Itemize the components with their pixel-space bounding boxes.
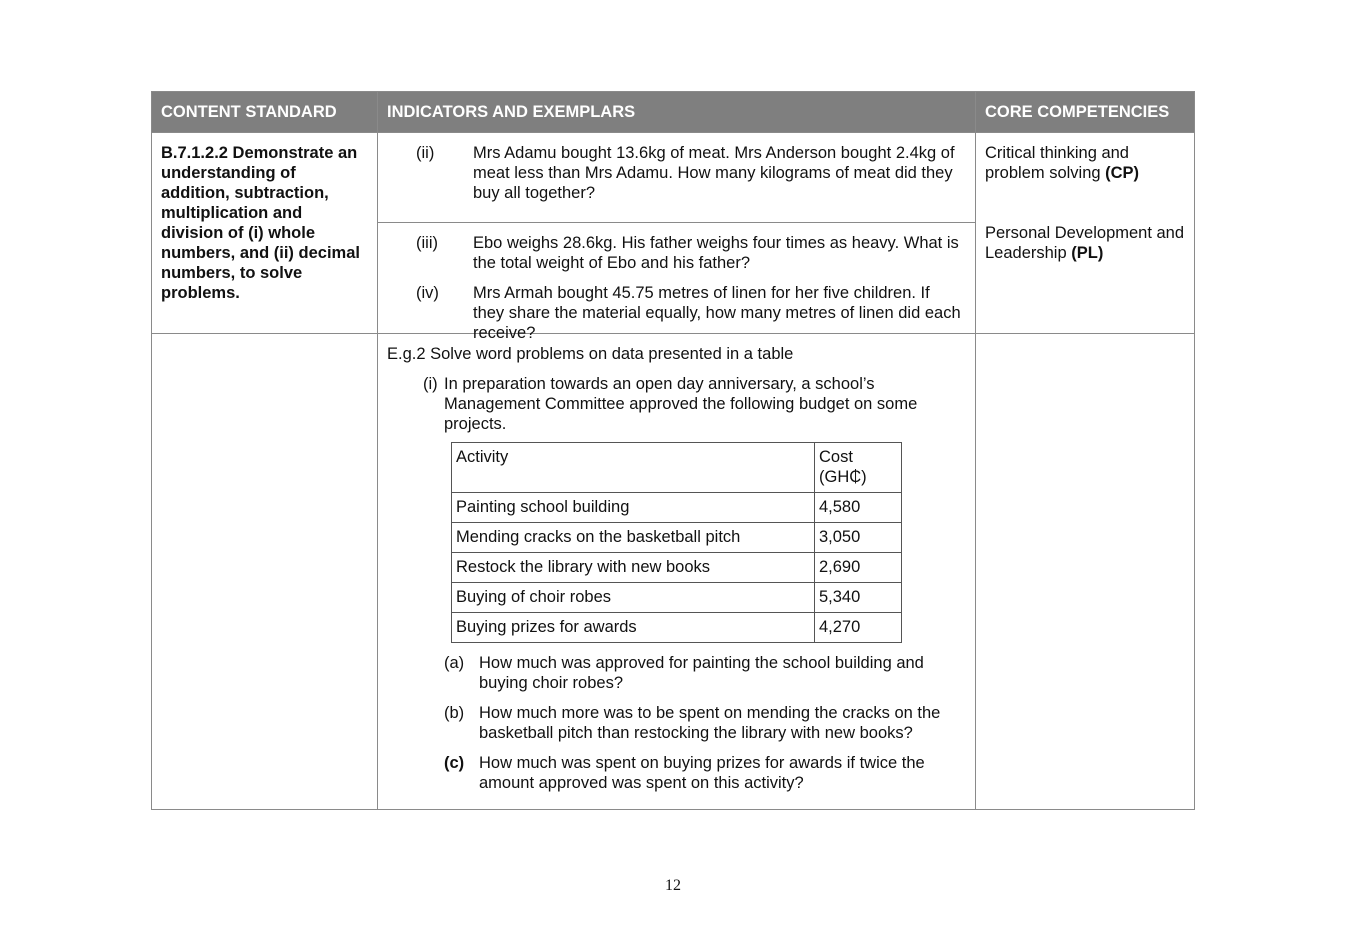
row-example	[152, 334, 1195, 810]
budget-header-row	[452, 443, 902, 493]
budget-cost: 4,270	[815, 613, 902, 643]
budget-header-activity: Activity	[452, 443, 815, 493]
example-intro-text: In preparation towards an open day anniversary, a school’s Management Committee approved the following budget on some projects.	[444, 375, 918, 433]
table-row	[452, 493, 902, 523]
question-label: (b)	[444, 704, 465, 722]
competency-pl-text: Personal Development and Leadership	[985, 224, 1185, 262]
indicator-item	[378, 143, 975, 203]
budget-activity: Mending cracks on the basketball pitch	[452, 523, 815, 553]
indicators-bottom	[378, 223, 975, 342]
table-row	[452, 613, 902, 643]
example-intro	[423, 374, 966, 434]
content-standard-cell	[152, 133, 378, 334]
table-row	[452, 523, 902, 553]
core-competencies-list	[976, 133, 1194, 273]
question-label: (c)	[444, 754, 465, 772]
indicators-header: INDICATORS AND EXEMPLARS	[378, 92, 976, 133]
budget-cost: 5,340	[815, 583, 902, 613]
core-competencies-header: CORE COMPETENCIES	[976, 92, 1195, 133]
competency-pl	[985, 223, 1185, 263]
example-intro-number: (i)	[423, 375, 438, 393]
table-row	[452, 583, 902, 613]
budget-activity: Buying prizes for awards	[452, 613, 815, 643]
indicator-item	[378, 233, 975, 273]
budget-header-cost: Cost (GH₵)	[815, 443, 902, 493]
competency-cp	[985, 143, 1185, 183]
question-text: How much more was to be spent on mending the cracks on the basketball pitch than restocking the library with new books?	[479, 704, 941, 742]
content-standard-header: CONTENT STANDARD	[152, 92, 378, 133]
row-standard	[152, 133, 1195, 334]
example-cell	[378, 334, 976, 810]
question-c	[444, 753, 966, 793]
indicator-number: (iv)	[416, 284, 439, 302]
indicators-cell	[378, 133, 976, 342]
curriculum-table	[151, 91, 1195, 810]
competency-cp-code: (CP)	[1105, 164, 1140, 182]
indicators-top	[378, 133, 975, 223]
budget-cost: 3,050	[815, 523, 902, 553]
table-row	[452, 553, 902, 583]
question-label: (a)	[444, 654, 465, 672]
question-text: How much was approved for painting the school building and buying choir robes?	[479, 654, 924, 692]
example-heading: E.g.2 Solve word problems on data presented in a table	[387, 345, 794, 363]
budget-activity: Painting school building	[452, 493, 815, 523]
competency-cp-text: Critical thinking and problem solving	[985, 144, 1129, 182]
indicator-text: Mrs Armah bought 45.75 metres of linen for her five children. If they share the material equally, how many metres of linen did each receive?	[473, 284, 961, 342]
indicator-item	[378, 283, 975, 343]
competency-pl-code: (PL)	[1071, 244, 1104, 262]
indicator-text: Mrs Adamu bought 13.6kg of meat. Mrs Anderson bought 2.4kg of meat less than Mrs Adamu. How many kilograms of meat did they buy all together?	[473, 144, 955, 202]
budget-table	[451, 442, 902, 643]
question-a	[444, 653, 966, 693]
header-row	[152, 92, 1195, 133]
content-standard-text: B.7.1.2.2 Demonstrate an understanding of addition, subtraction, multiplication and division of (i) whole numbers, and (ii) decimal numbers, to solve problems.	[161, 144, 360, 302]
budget-cost: 2,690	[815, 553, 902, 583]
indicator-number: (iii)	[416, 234, 438, 252]
core-competencies-cell	[976, 133, 1195, 334]
indicator-text: Ebo weighs 28.6kg. His father weighs four times as heavy. What is the total weight of Ebo and his father?	[473, 234, 959, 272]
budget-activity: Restock the library with new books	[452, 553, 815, 583]
example-block	[378, 334, 975, 809]
question-b	[444, 703, 966, 743]
budget-activity: Buying of choir robes	[452, 583, 815, 613]
empty-standard-cell	[152, 334, 378, 810]
empty-competencies-cell	[976, 334, 1195, 810]
question-text: How much was spent on buying prizes for awards if twice the amount approved was spent on this activity?	[479, 754, 925, 792]
page-number: 12	[665, 877, 681, 894]
indicator-number: (ii)	[416, 144, 435, 162]
budget-cost: 4,580	[815, 493, 902, 523]
